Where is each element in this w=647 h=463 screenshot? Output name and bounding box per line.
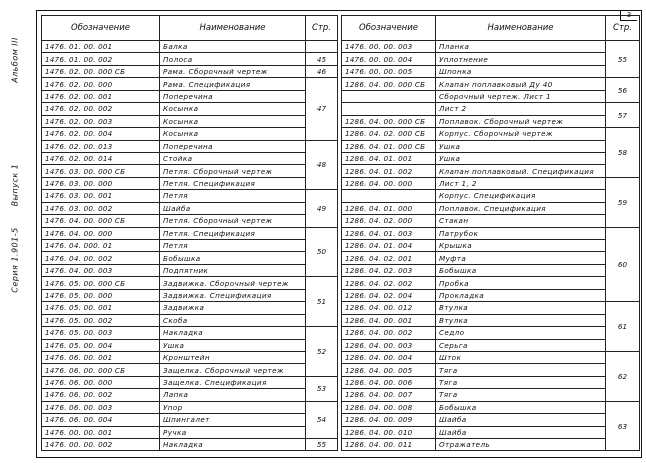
- designation-cell: 1476. 02. 00. 003: [42, 115, 160, 127]
- name-cell: Планка: [436, 41, 606, 53]
- series-label: Серия 1.901-5: [10, 227, 20, 293]
- album-label: Альбом III: [10, 37, 20, 83]
- name-cell: Поперечина: [160, 140, 306, 152]
- designation-cell: 1286. 04. 02. 001: [342, 252, 436, 264]
- name-cell: Бобышка: [436, 401, 606, 413]
- designation-cell: 1476. 02. 00. 014: [42, 152, 160, 164]
- name-cell: Косынка: [160, 115, 306, 127]
- designation-cell: 1476. 04. 00. 002: [42, 252, 160, 264]
- name-cell: Лапка: [160, 389, 306, 401]
- name-cell: Упор: [160, 401, 306, 413]
- table-row: [342, 90, 640, 102]
- designation-cell: 1476. 01. 00. 002: [42, 53, 160, 65]
- page-cell: 53: [306, 376, 338, 401]
- name-cell: Прокладка: [436, 289, 606, 301]
- name-cell: Петля. Сборочный чертеж: [160, 215, 306, 227]
- designation-cell: 1476. 04. 000. 01: [42, 240, 160, 252]
- designation-cell: 1286. 04. 00. 000 СБ: [342, 78, 436, 90]
- table-row: [42, 78, 338, 90]
- designation-cell: 1286. 04. 00. 010: [342, 426, 436, 438]
- table-row: [42, 314, 338, 326]
- name-header: Наименование: [436, 16, 606, 41]
- table-row: [42, 289, 338, 301]
- name-cell: Втулка: [436, 314, 606, 326]
- page-cell: 56: [606, 78, 640, 103]
- designation-cell: 1476. 03. 00. 000: [42, 177, 160, 189]
- table-row: [42, 414, 338, 426]
- name-cell: Тяга: [436, 364, 606, 376]
- designation-cell: 1286. 04. 00. 012: [342, 302, 436, 314]
- name-cell: Ручка: [160, 426, 306, 438]
- designation-cell: 1476. 05. 00. 001: [42, 302, 160, 314]
- name-cell: Защелка. Сборочный чертеж: [160, 364, 306, 376]
- document-sheet: [36, 10, 642, 458]
- table-row: [342, 339, 640, 351]
- name-cell: Шпонка: [436, 65, 606, 77]
- table-row: [342, 165, 640, 177]
- designation-cell: 1476. 04. 00. 000: [42, 227, 160, 239]
- name-cell: Поплавок. Спецификация: [436, 202, 606, 214]
- designation-cell: 1476. 05. 00. 004: [42, 339, 160, 351]
- designation-cell: 1476. 00. 00. 005: [342, 65, 436, 77]
- page-header: Стр.: [606, 16, 640, 41]
- table-row: [342, 152, 640, 164]
- page-cell: 48: [306, 140, 338, 190]
- designation-cell: 1286. 04. 01. 000 СБ: [342, 140, 436, 152]
- name-cell: Шток: [436, 351, 606, 363]
- name-cell: Скоба: [160, 314, 306, 326]
- table-row: [342, 264, 640, 276]
- table-row: [42, 277, 338, 289]
- name-cell: Стакан: [436, 215, 606, 227]
- name-cell: Рама. Спецификация: [160, 78, 306, 90]
- designation-cell: 1476. 00. 00. 001: [42, 426, 160, 438]
- name-cell: Косынка: [160, 103, 306, 115]
- name-cell: Ушка: [160, 339, 306, 351]
- table-row: [42, 177, 338, 189]
- name-cell: Подпятник: [160, 264, 306, 276]
- designation-cell: 1476. 05. 00. 003: [42, 327, 160, 339]
- name-cell: Тяга: [436, 376, 606, 388]
- name-cell: Тяга: [436, 389, 606, 401]
- page-cell: 60: [606, 227, 640, 302]
- page-cell: 63: [606, 401, 640, 451]
- name-cell: Патрубок: [436, 227, 606, 239]
- page-cell: 50: [306, 227, 338, 277]
- page-cell: 54: [306, 401, 338, 438]
- designation-cell: 1476. 04. 00. 003: [42, 264, 160, 276]
- name-cell: Поплавок. Сборочный чертеж: [436, 115, 606, 127]
- name-cell: Клапан поплавковый Ду 40: [436, 78, 606, 90]
- name-cell: Клапан поплавковый. Спецификация: [436, 165, 606, 177]
- table-row: [342, 414, 640, 426]
- designation-cell: 1286. 04. 01. 001: [342, 152, 436, 164]
- name-cell: Петля. Спецификация: [160, 227, 306, 239]
- designation-cell: 1476. 04. 00. 000 СБ: [42, 215, 160, 227]
- table-row: [42, 53, 338, 65]
- page-cell: 62: [606, 351, 640, 401]
- page-number: 3: [620, 11, 637, 21]
- table-row: [42, 215, 338, 227]
- designation-cell: 1476. 05. 00. 000 СБ: [42, 277, 160, 289]
- designation-cell: 1286. 04. 00. 007: [342, 389, 436, 401]
- name-cell: Защелка. Спецификация: [160, 376, 306, 388]
- table-row: [342, 215, 640, 227]
- table-row: [342, 277, 640, 289]
- designation-cell: 1476. 02. 00. 000 СБ: [42, 65, 160, 77]
- designation-cell: 1476. 00. 00. 004: [342, 53, 436, 65]
- designation-cell: 1286. 04. 01. 004: [342, 240, 436, 252]
- table-row: [42, 351, 338, 363]
- name-cell: Шпингалет: [160, 414, 306, 426]
- table-row: [42, 264, 338, 276]
- name-cell: Корпус. Сборочный чертеж: [436, 128, 606, 140]
- name-cell: Муфта: [436, 252, 606, 264]
- name-cell: Полоса: [160, 53, 306, 65]
- table-row: [342, 240, 640, 252]
- table-row: [342, 53, 640, 65]
- designation-cell: 1476. 00. 00. 003: [342, 41, 436, 53]
- name-cell: Задвижка: [160, 302, 306, 314]
- table-row: [342, 327, 640, 339]
- name-cell: Кронштейн: [160, 351, 306, 363]
- table-row: [342, 202, 640, 214]
- name-cell: Уплотнение: [436, 53, 606, 65]
- name-header: Наименование: [160, 16, 306, 41]
- name-cell: Ушка: [436, 140, 606, 152]
- designation-cell: 1286. 04. 00. 001: [342, 314, 436, 326]
- table-row: [42, 227, 338, 239]
- table-row: [42, 190, 338, 202]
- name-cell: Задвижка. Сборочный чертеж: [160, 277, 306, 289]
- table-row: [342, 41, 640, 53]
- table-row: [42, 339, 338, 351]
- name-cell: Корпус. Спецификация: [436, 190, 606, 202]
- table-row: [42, 65, 338, 77]
- name-cell: Петля: [160, 190, 306, 202]
- page-cell: 52: [306, 327, 338, 377]
- name-cell: Седло: [436, 327, 606, 339]
- designation-cell: 1286. 04. 01. 002: [342, 165, 436, 177]
- name-cell: Поперечина: [160, 90, 306, 102]
- name-cell: Серьга: [436, 339, 606, 351]
- table-row: [342, 351, 640, 363]
- table-row: [342, 78, 640, 90]
- name-cell: Стойка: [160, 152, 306, 164]
- table-row: [42, 364, 338, 376]
- designation-cell: 1286. 04. 02. 000: [342, 215, 436, 227]
- name-cell: Ушка: [436, 152, 606, 164]
- designation-cell: 1286. 04. 02. 002: [342, 277, 436, 289]
- designation-cell: 1286. 04. 00. 008: [342, 401, 436, 413]
- designation-cell: 1286. 04. 00. 004: [342, 351, 436, 363]
- table-row: [342, 439, 640, 451]
- table-row: [342, 65, 640, 77]
- name-cell: Отражатель: [436, 439, 606, 451]
- table-row: [342, 364, 640, 376]
- name-cell: Косынка: [160, 128, 306, 140]
- designation-cell: 1476. 06. 00. 000 СБ: [42, 364, 160, 376]
- table-row: [42, 376, 338, 388]
- table-row: [42, 426, 338, 438]
- page-cell: 49: [306, 190, 338, 227]
- designation-cell: 1476. 06. 00. 003: [42, 401, 160, 413]
- table-row: [42, 140, 338, 152]
- page-cell: 51: [306, 277, 338, 327]
- name-cell: Задвижка. Спецификация: [160, 289, 306, 301]
- name-cell: Рама. Сборочный чертеж: [160, 65, 306, 77]
- designation-cell: 1286. 04. 00. 003: [342, 339, 436, 351]
- designation-cell: 1476. 02. 00. 002: [42, 103, 160, 115]
- table-row: [342, 376, 640, 388]
- designation-cell: 1476. 01. 00. 001: [42, 41, 160, 53]
- name-cell: Шайба: [436, 414, 606, 426]
- designation-cell: 1286. 04. 00. 011: [342, 439, 436, 451]
- designation-cell: 1476. 06. 00. 004: [42, 414, 160, 426]
- table-row: [342, 289, 640, 301]
- table-row: [342, 314, 640, 326]
- designation-cell: 1476. 05. 00. 000: [42, 289, 160, 301]
- name-cell: Петля. Спецификация: [160, 177, 306, 189]
- page-cell: 61: [606, 302, 640, 352]
- name-cell: Пробка: [436, 277, 606, 289]
- table-row: [42, 90, 338, 102]
- page-cell: 59: [606, 177, 640, 227]
- name-cell: Лист 1, 2: [436, 177, 606, 189]
- designation-cell: 1286. 04. 00. 006: [342, 376, 436, 388]
- designation-cell: 1476. 02. 00. 000: [42, 78, 160, 90]
- designation-cell: 1476. 02. 00. 013: [42, 140, 160, 152]
- name-cell: Шайба: [160, 202, 306, 214]
- name-cell: Накладка: [160, 439, 306, 451]
- designation-cell: [342, 190, 436, 202]
- page-cell: 46: [306, 65, 338, 77]
- name-cell: Бобышка: [436, 264, 606, 276]
- page-header: Стр.: [306, 16, 338, 41]
- designation-cell: 1476. 06. 00. 002: [42, 389, 160, 401]
- issue-label: Выпуск 1: [10, 163, 20, 207]
- designation-cell: 1286. 04. 00. 009: [342, 414, 436, 426]
- designation-cell: 1286. 04. 02. 004: [342, 289, 436, 301]
- table-row: [42, 252, 338, 264]
- name-cell: Балка: [160, 41, 306, 53]
- table-row: [342, 103, 640, 115]
- table-row: [42, 115, 338, 127]
- page-cell: [306, 41, 338, 53]
- designation-cell: [342, 103, 436, 115]
- table-row: [42, 41, 338, 53]
- name-cell: Бобышка: [160, 252, 306, 264]
- table-row: [342, 190, 640, 202]
- table-row: [342, 177, 640, 189]
- designation-header: Обозначение: [42, 16, 160, 41]
- table-row: [42, 327, 338, 339]
- name-cell: Втулка: [436, 302, 606, 314]
- designation-cell: 1476. 05. 00. 002: [42, 314, 160, 326]
- table-row: [42, 389, 338, 401]
- page-cell: 45: [306, 53, 338, 65]
- right-register-table: [341, 15, 640, 451]
- table-row: [342, 389, 640, 401]
- name-cell: Шайба: [436, 426, 606, 438]
- designation-cell: 1476. 02. 00. 004: [42, 128, 160, 140]
- designation-cell: 1286. 04. 01. 000: [342, 202, 436, 214]
- table-row: [342, 128, 640, 140]
- designation-cell: 1476. 06. 00. 000: [42, 376, 160, 388]
- name-cell: Петля. Сборочный чертеж: [160, 165, 306, 177]
- table-row: [42, 152, 338, 164]
- name-cell: Накладка: [160, 327, 306, 339]
- designation-cell: 1286. 04. 02. 000 СБ: [342, 128, 436, 140]
- name-cell: Крышка: [436, 240, 606, 252]
- table-row: [42, 128, 338, 140]
- designation-cell: 1286. 04. 00. 000: [342, 177, 436, 189]
- page-cell: 47: [306, 78, 338, 140]
- name-cell: Лист 2: [436, 103, 606, 115]
- designation-cell: 1476. 03. 00. 002: [42, 202, 160, 214]
- table-row: [42, 439, 338, 451]
- table-row: [342, 140, 640, 152]
- designation-cell: 1286. 04. 00. 000 СБ: [342, 115, 436, 127]
- designation-cell: [342, 90, 436, 102]
- designation-cell: 1286. 04. 02. 003: [342, 264, 436, 276]
- designation-cell: 1476. 02. 00. 001: [42, 90, 160, 102]
- designation-cell: 1476. 06. 00. 001: [42, 351, 160, 363]
- designation-cell: 1286. 04. 00. 005: [342, 364, 436, 376]
- page-cell: 57: [606, 103, 640, 128]
- table-row: [42, 240, 338, 252]
- table-row: [342, 426, 640, 438]
- page-cell: 55: [606, 41, 640, 78]
- table-row: [42, 401, 338, 413]
- table-row: [42, 103, 338, 115]
- table-row: [42, 165, 338, 177]
- designation-header: Обозначение: [342, 16, 436, 41]
- page-cell: 55: [306, 439, 338, 451]
- table-row: [42, 302, 338, 314]
- table-row: [342, 401, 640, 413]
- designation-cell: 1286. 04. 01. 003: [342, 227, 436, 239]
- left-register-table: [41, 15, 338, 451]
- table-row: [342, 227, 640, 239]
- name-cell: Сборочный чертеж. Лист 1: [436, 90, 606, 102]
- table-row: [342, 302, 640, 314]
- table-row: [342, 252, 640, 264]
- page-cell: 58: [606, 128, 640, 178]
- designation-cell: 1476. 00. 00. 002: [42, 439, 160, 451]
- table-row: [342, 115, 640, 127]
- table-row: [42, 202, 338, 214]
- designation-cell: 1286. 04. 00. 002: [342, 327, 436, 339]
- designation-cell: 1476. 03. 00. 000 СБ: [42, 165, 160, 177]
- name-cell: Петля: [160, 240, 306, 252]
- designation-cell: 1476. 03. 00. 001: [42, 190, 160, 202]
